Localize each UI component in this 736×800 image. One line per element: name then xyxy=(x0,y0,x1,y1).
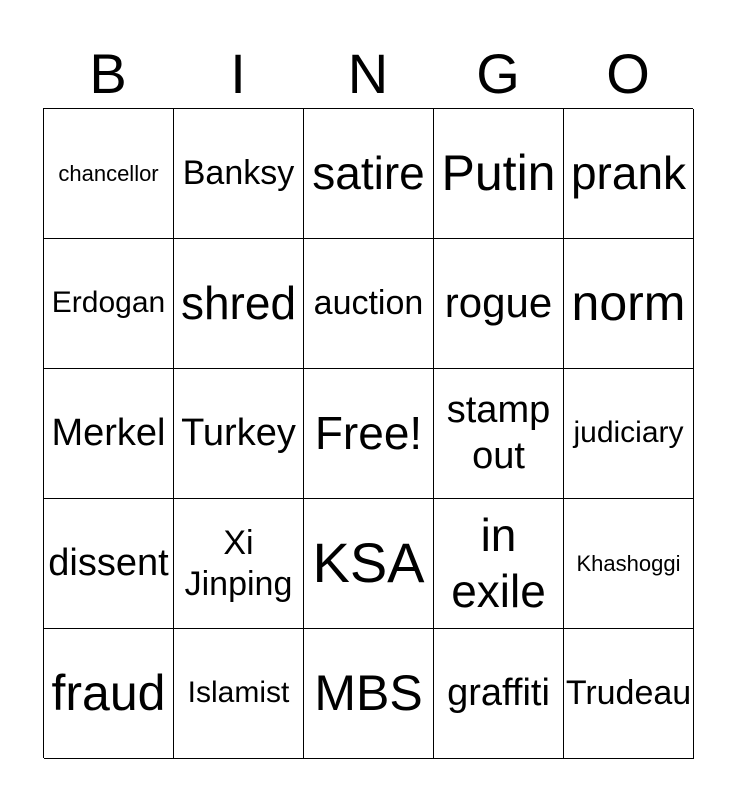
bingo-cell[interactable] xyxy=(304,499,434,629)
bingo-header xyxy=(43,40,693,108)
header-letter-o: O xyxy=(606,42,650,105)
cell-label: in exile xyxy=(451,509,546,617)
cell-label: Merkel xyxy=(51,411,166,454)
cell-label: Islamist xyxy=(187,676,290,710)
cell-label: chancellor xyxy=(58,160,159,186)
header-letter-g: G xyxy=(476,42,520,105)
header-letter-n: N xyxy=(347,42,389,105)
bingo-cell[interactable] xyxy=(174,109,304,239)
cell-label: Free! xyxy=(314,407,423,460)
bingo-cell[interactable] xyxy=(44,239,174,369)
bingo-cell[interactable] xyxy=(564,239,694,369)
bingo-cell[interactable] xyxy=(564,109,694,239)
bingo-cell[interactable] xyxy=(304,109,434,239)
bingo-cell[interactable] xyxy=(44,499,174,629)
bingo-cell[interactable] xyxy=(44,369,174,499)
bingo-board xyxy=(43,108,693,758)
bingo-cell[interactable] xyxy=(434,369,564,499)
header-letter-b: B xyxy=(89,42,127,105)
cell-label: Erdogan xyxy=(51,286,166,320)
bingo-cell[interactable] xyxy=(44,109,174,239)
cell-label: satire xyxy=(312,147,425,200)
bingo-cell[interactable] xyxy=(174,629,304,759)
bingo-cell[interactable] xyxy=(434,239,564,369)
bingo-cell[interactable] xyxy=(434,499,564,629)
bingo-cell[interactable] xyxy=(564,369,694,499)
bingo-cell[interactable] xyxy=(44,629,174,759)
header-letter-i: I xyxy=(230,42,246,105)
cell-label: graffiti xyxy=(447,671,550,714)
cell-label: KSA xyxy=(312,531,425,595)
bingo-cell[interactable] xyxy=(564,629,694,759)
cell-label: dissent xyxy=(48,541,169,584)
bingo-cell[interactable] xyxy=(174,369,304,499)
bingo-cell[interactable] xyxy=(174,499,304,629)
bingo-cell[interactable] xyxy=(434,109,564,239)
cell-label: judiciary xyxy=(573,416,684,450)
cell-label: Xi Jinping xyxy=(184,523,293,603)
cell-label: auction xyxy=(313,283,424,322)
cell-label: stamp out xyxy=(446,388,551,477)
cell-label: Khashoggi xyxy=(576,550,681,576)
bingo-cell[interactable] xyxy=(304,629,434,759)
cell-label: fraud xyxy=(51,664,166,721)
cell-label: Putin xyxy=(441,144,556,201)
cell-label: shred xyxy=(180,277,297,330)
bingo-cell[interactable] xyxy=(304,239,434,369)
cell-label: norm xyxy=(571,274,686,331)
bingo-cell[interactable] xyxy=(434,629,564,759)
bingo-cell[interactable] xyxy=(174,239,304,369)
cell-label: Turkey xyxy=(181,411,296,454)
cell-label: rogue xyxy=(444,279,553,327)
cell-label: Trudeau xyxy=(565,673,692,712)
cell-label: MBS xyxy=(314,664,423,721)
bingo-cell[interactable] xyxy=(564,499,694,629)
cell-label: Banksy xyxy=(182,153,295,192)
cell-label: prank xyxy=(570,147,687,200)
free-space-cell[interactable] xyxy=(304,369,434,499)
